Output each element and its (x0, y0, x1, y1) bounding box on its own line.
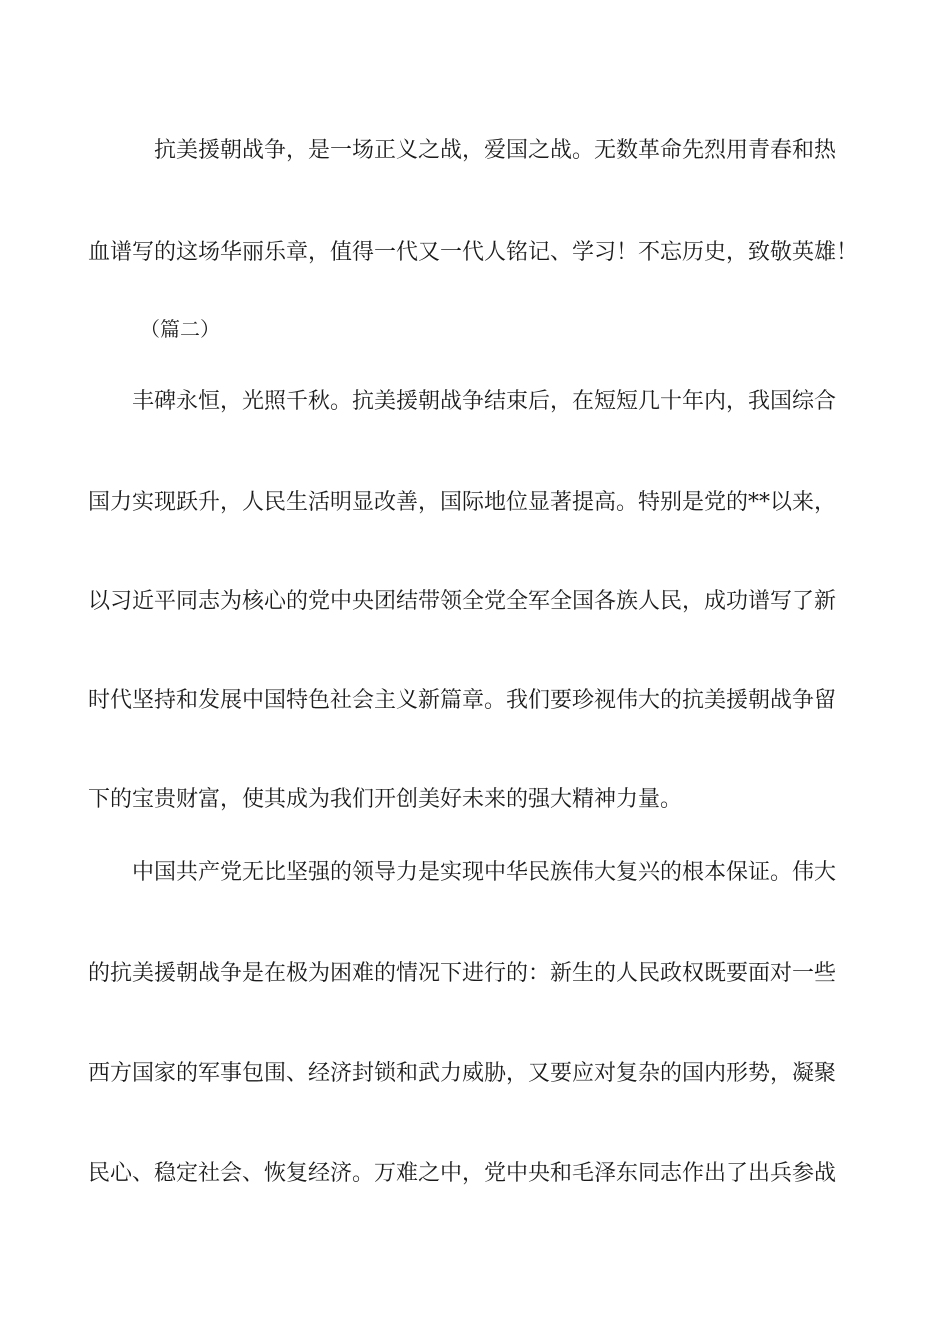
paragraph-3-line-3: 西方国家的军事包围、经济封锁和武力威胁，又要应对复杂的国内形势，凝聚 (88, 1061, 837, 1086)
paragraph-1-line-2: 血谱写的这场华丽乐章，值得一代又一代人铭记、学习！不忘历史，致敬英雄！ (88, 240, 859, 265)
paragraph-2-line-4: 时代坚持和发展中国特色社会主义新篇章。我们要珍视伟大的抗美援朝战争留 (88, 688, 837, 713)
paragraph-2-line-3: 以习近平同志为核心的党中央团结带领全党全军全国各族人民，成功谱写了新 (88, 589, 837, 614)
paragraph-1-line-1: 抗美援朝战争，是一场正义之战，爱国之战。无数革命先烈用青春和热 (154, 138, 837, 163)
paragraph-3-line-2: 的抗美援朝战争是在极为困难的情况下进行的：新生的人民政权既要面对一些 (88, 961, 837, 986)
section-heading: （篇二） (140, 317, 220, 341)
paragraph-3-line-4: 民心、稳定社会、恢复经济。万难之中，党中央和毛泽东同志作出了出兵参战 (88, 1161, 837, 1186)
paragraph-3-line-1: 中国共产党无比坚强的领导力是实现中华民族伟大复兴的根本保证。伟大 (132, 860, 837, 885)
paragraph-2-line-1: 丰碑永恒，光照千秋。抗美援朝战争结束后，在短短几十年内，我国综合 (132, 389, 837, 414)
paragraph-2-line-2: 国力实现跃升，人民生活明显改善，国际地位显著提高。特别是党的**以来， (88, 490, 837, 515)
paragraph-2-line-5: 下的宝贵财富，使其成为我们开创美好未来的强大精神力量。 (88, 787, 683, 812)
